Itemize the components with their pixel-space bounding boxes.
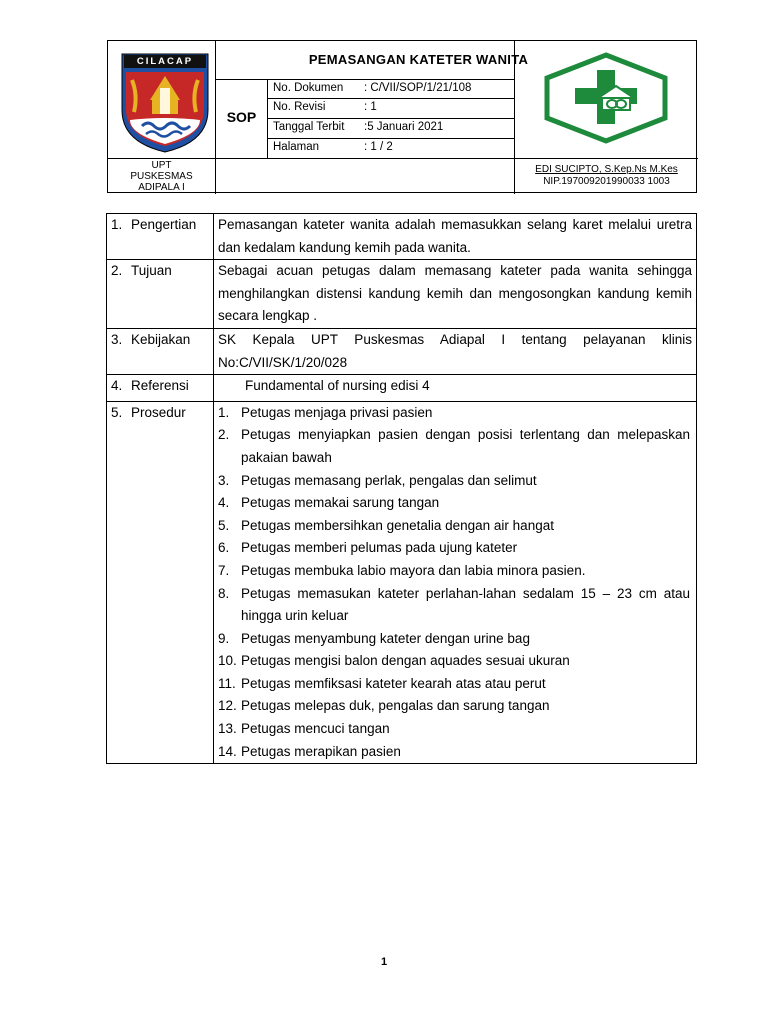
section-label xyxy=(107,260,214,329)
procedure-step xyxy=(218,537,690,560)
procedure-step xyxy=(218,628,690,651)
meta-key: Halaman xyxy=(273,141,320,153)
meta-value: :5 Januari 2021 xyxy=(364,121,444,133)
step-text: Petugas menyambung kateter dengan urine bag xyxy=(241,630,530,646)
meta-row-document-number xyxy=(267,79,514,98)
meta-row-revision xyxy=(267,98,514,118)
procedure-step xyxy=(218,673,690,696)
steps-list xyxy=(218,402,690,764)
org-line: PUSKESMAS xyxy=(130,171,193,182)
puskesmas-logo xyxy=(542,52,670,144)
header-divider xyxy=(108,158,698,159)
section-number: 5. xyxy=(111,404,123,420)
step-number: 6. xyxy=(218,540,230,556)
section-number: 3. xyxy=(111,331,123,347)
section-number: 1. xyxy=(111,217,123,232)
step-number: 7. xyxy=(218,562,230,578)
section-text: Sebagai acuan petugas dalam memasang kateter pada wanita sehingga menghilangkan distensi kandung kemih dan mengosongkan kandung kemih secara lengkap . xyxy=(214,260,697,329)
signatory-name: EDI SUCIPTO, S.Kep.Ns M.Kes xyxy=(535,164,678,175)
section-text: Pemasangan kateter wanita adalah memasukkan selang karet melalui uretra dan kedalam kandung kemih pada wanita. xyxy=(214,214,697,260)
procedure-step xyxy=(218,470,690,493)
section-label xyxy=(107,214,214,260)
org-line: ADIPALA I xyxy=(138,182,185,193)
step-number: 12. xyxy=(218,698,237,714)
step-number: 8. xyxy=(218,585,230,601)
section-text: Fundamental of nursing edisi 4 xyxy=(214,375,697,402)
step-text: Petugas mencuci tangan xyxy=(241,721,390,737)
procedure-steps xyxy=(214,401,697,764)
procedure-step xyxy=(218,492,690,515)
section-title: Referensi xyxy=(131,378,189,394)
meta-value: : 1 xyxy=(364,101,377,113)
step-number: 1. xyxy=(218,404,230,420)
meta-key: Tanggal Terbit xyxy=(273,121,345,133)
step-text: Petugas memasukan kateter perlahan-lahan sedalam 15 – 23 cm atau hingga urin keluar xyxy=(241,585,690,624)
step-text: Petugas memakai sarung tangan xyxy=(241,495,440,511)
step-text: Petugas memberi pelumas pada ujung kateter xyxy=(241,540,518,556)
table-row xyxy=(107,328,697,374)
section-label xyxy=(107,375,214,402)
table-row xyxy=(107,375,697,402)
step-number: 10. xyxy=(218,653,237,669)
meta-key: No. Dokumen xyxy=(273,82,344,94)
step-number: 9. xyxy=(218,630,230,646)
table-row xyxy=(107,401,697,764)
meta-row-issue-date xyxy=(267,118,514,138)
section-label xyxy=(107,401,214,764)
step-number: 3. xyxy=(218,472,230,488)
procedure-step xyxy=(218,515,690,538)
step-number: 2. xyxy=(218,427,230,443)
procedure-step xyxy=(218,695,690,718)
meta-key: No. Revisi xyxy=(273,101,326,113)
step-text: Petugas membersihkan genetalia dengan air hangat xyxy=(241,517,554,533)
step-text: Petugas menjaga privasi pasien xyxy=(241,404,433,420)
signatory xyxy=(515,164,698,188)
procedure-step xyxy=(218,583,690,628)
procedure-step xyxy=(218,402,690,425)
step-text: Petugas membuka labio mayora dan labia minora pasien. xyxy=(241,562,586,578)
section-title: Kebijakan xyxy=(131,331,191,347)
section-title: Prosedur xyxy=(131,404,186,420)
procedure-step xyxy=(218,560,690,583)
organization-name xyxy=(108,160,215,193)
procedure-step xyxy=(218,718,690,741)
step-number: 13. xyxy=(218,721,237,737)
page-number: 1 xyxy=(380,956,388,968)
step-number: 11. xyxy=(218,675,236,691)
step-text: Petugas menyiapkan pasien dengan posisi terlentang dan melepaskan pakaian bawah xyxy=(241,427,690,465)
document-title: PEMASANGAN KATETER WANITA xyxy=(308,52,529,67)
step-number: 5. xyxy=(218,517,230,533)
step-text: Petugas memasang perlak, pengalas dan selimut xyxy=(241,472,537,488)
procedure-step xyxy=(218,650,690,673)
step-text: Petugas memfiksasi kateter kearah atas atau perut xyxy=(241,675,546,691)
section-number: 2. xyxy=(111,263,123,279)
table-row xyxy=(107,260,697,329)
section-title: Pengertian xyxy=(131,217,197,232)
section-text: SK Kepala UPT Puskesmas Adiapal I tentang pelayanan klinis No:C/VII/SK/1/20/028 xyxy=(214,328,697,374)
sop-label: SOP xyxy=(226,109,257,125)
procedure-step xyxy=(218,424,690,469)
signatory-nip: NIP.197009201990033 1003 xyxy=(543,176,670,187)
emblem-text: CILACAP xyxy=(136,56,194,67)
section-number: 4. xyxy=(111,378,123,394)
section-label xyxy=(107,328,214,374)
step-text: Petugas mengisi balon dengan aquades sesuai ukuran xyxy=(241,653,570,669)
step-text: Petugas merapikan pasien xyxy=(241,743,401,759)
meta-row-page xyxy=(267,138,514,158)
step-number: 14. xyxy=(218,743,237,759)
section-title: Tujuan xyxy=(131,263,172,279)
step-number: 4. xyxy=(218,495,230,511)
meta-value: : C/VII/SOP/1/21/108 xyxy=(364,82,472,94)
cilacap-emblem xyxy=(120,50,210,154)
document-header xyxy=(107,40,697,193)
sop-content-table xyxy=(106,213,697,764)
meta-value: : 1 / 2 xyxy=(364,141,393,153)
org-line: UPT xyxy=(151,160,172,171)
table-row xyxy=(107,214,697,260)
procedure-step xyxy=(218,741,690,764)
step-text: Petugas melepas duk, pengalas dan sarung tangan xyxy=(241,698,550,714)
